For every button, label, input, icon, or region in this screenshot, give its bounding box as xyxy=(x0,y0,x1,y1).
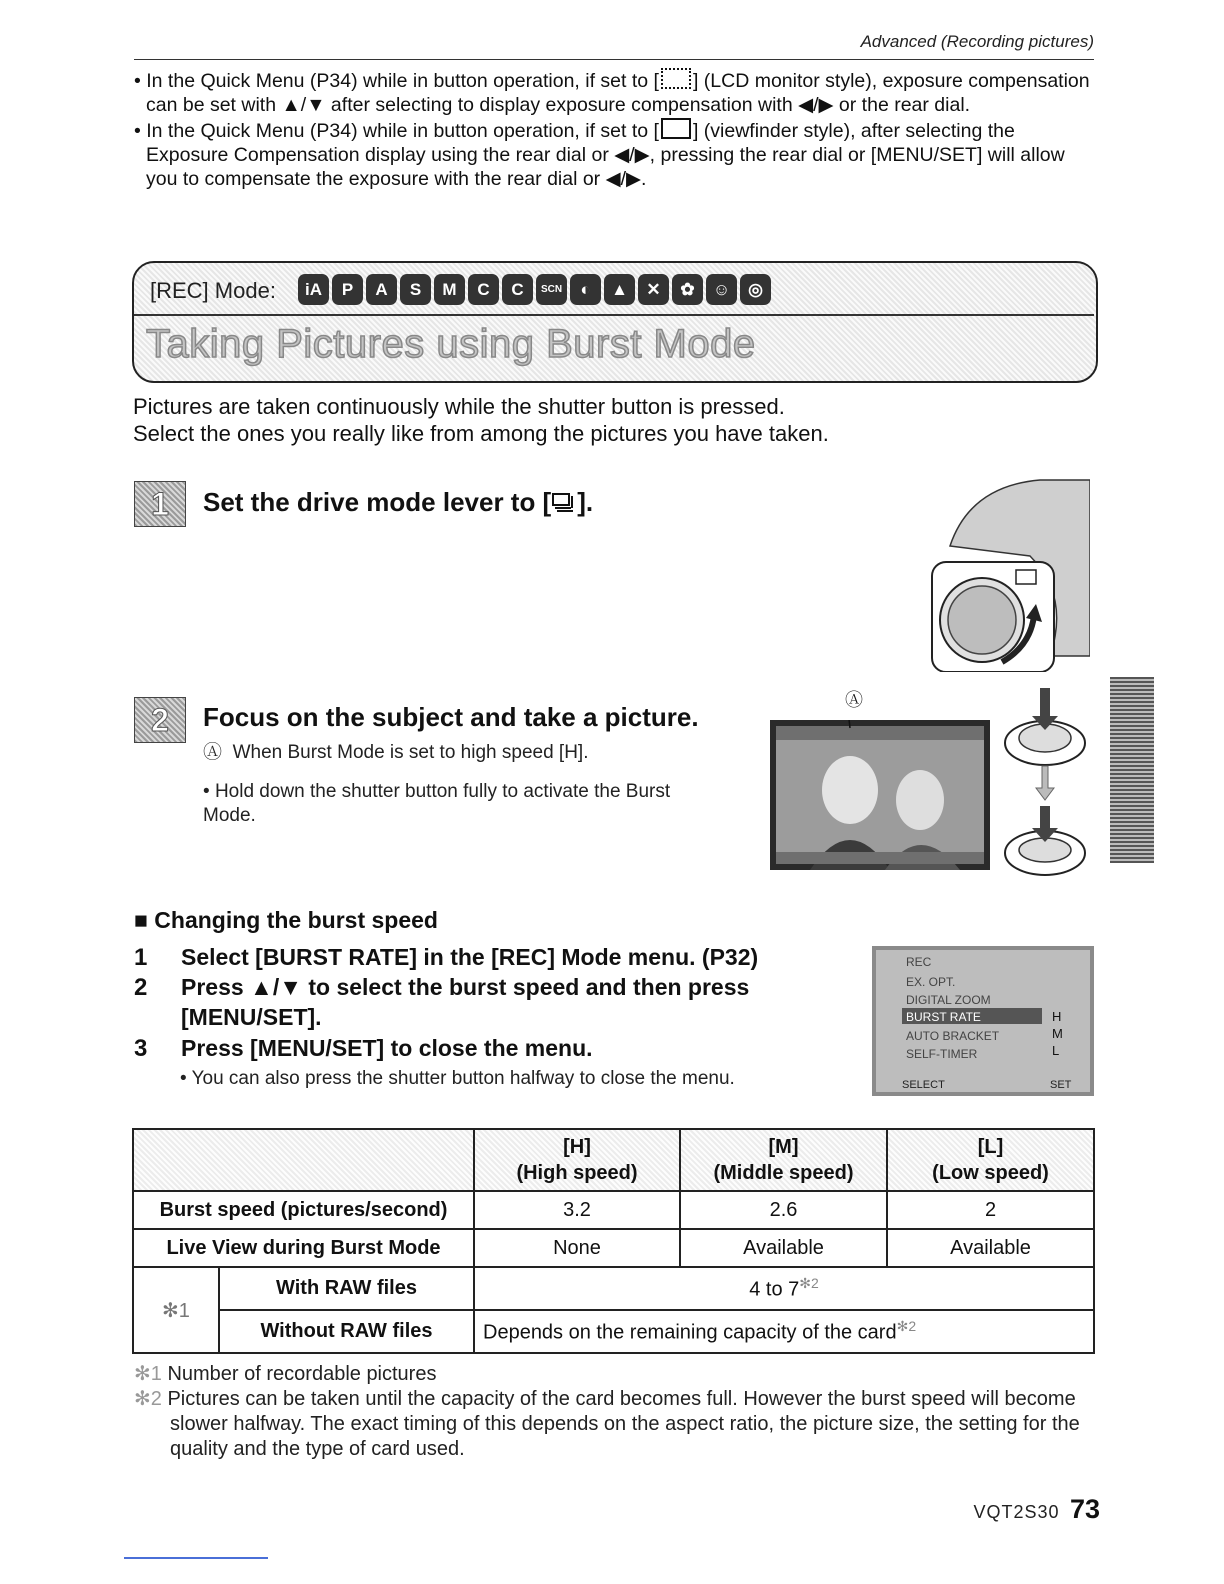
mode-icon: ◐ xyxy=(570,274,601,305)
mode-icon: ☺ xyxy=(706,274,737,305)
mode-icon: ▲ xyxy=(604,274,635,305)
step-2-note: Ⓐ When Burst Mode is set to high speed [H]. xyxy=(203,742,589,763)
mode-icon: iA xyxy=(298,274,329,305)
mode-icon: C xyxy=(468,274,499,305)
side-tab-marker xyxy=(1110,677,1154,863)
menu-item: AUTO BRACKET xyxy=(906,1029,1000,1043)
menu-footer-set: SET xyxy=(1050,1079,1072,1091)
shutter-press-illustration xyxy=(1000,688,1090,880)
intro-bullets xyxy=(134,68,1094,192)
menu-footer-select: SELECT xyxy=(902,1079,945,1091)
step-2-title: Focus on the subject and take a picture. xyxy=(203,702,699,732)
mode-icon: ✕ xyxy=(638,274,669,305)
mode-icon: A xyxy=(366,274,397,305)
menu-item: EX. OPT. xyxy=(906,975,956,989)
bullet-viewfinder-style: • In the Quick Menu (P34) while in button operation, if set to [ ] (viewfinder style), after selecting the Exposure Compensation display using the rear dial or ◀/▶, pressing the rear dial or [MENU/SET] will allow you to compensate the exposure with the rear dial or ◀/▶. xyxy=(134,120,1065,190)
menu-item: REC xyxy=(906,955,932,969)
section-label: Advanced (Recording pictures) xyxy=(860,32,1094,51)
burst-speed-table xyxy=(132,1128,1095,1354)
burst-rate-menu-screenshot xyxy=(872,946,1094,1096)
table-row: ✻1 With RAW files 4 to $7^{✻2}$ xyxy=(133,1267,1094,1310)
burst-step: 2 Press ▲/▼ to select the burst speed and then press xyxy=(134,974,750,1001)
burst-step: [MENU/SET]. xyxy=(181,1004,322,1030)
document-code: VQT2S30 xyxy=(973,1502,1060,1522)
step-2-bullet: • Hold down the shutter button fully to activate the Burst Mode. xyxy=(203,781,671,826)
burst-step: 3 Press [MENU/SET] to close the menu. xyxy=(134,1035,593,1062)
menu-option: H xyxy=(1052,1009,1062,1024)
title-separator xyxy=(134,314,1094,316)
table-corner xyxy=(133,1129,474,1191)
table-row: Burst speed (pictures/second) 3.2 2.6 2 xyxy=(133,1191,1094,1229)
callout-a: Ⓐ xyxy=(845,690,863,710)
menu-option: M xyxy=(1052,1026,1063,1041)
menu-option: L xyxy=(1052,1043,1060,1058)
step-2-badge: 2 xyxy=(134,697,186,743)
bullet-lcd-style: • In the Quick Menu (P34) while in button operation, if set to [ ] (LCD monitor style), exposure compensation can be set with ▲/▼ after selecting to display exposure compensation with ◀/▶ or the rear dial. xyxy=(134,70,1090,116)
burst-speed-heading: ■ Changing the burst speed xyxy=(134,907,438,933)
lcd-monitor-style-icon xyxy=(661,68,691,89)
burst-step: 1 Select [BURST RATE] in the [REC] Mode menu. (P32) xyxy=(134,944,759,971)
col-middle: [M] (Middle speed) xyxy=(680,1129,887,1191)
page-number: 73 xyxy=(1069,1494,1100,1524)
mode-icons xyxy=(298,274,771,305)
menu-item: DIGITAL ZOOM xyxy=(906,993,991,1007)
table-row: Without RAW files Depends on the remaining capacity of the card$^{✻2}$ xyxy=(133,1310,1094,1353)
rec-mode-label: [REC] Mode: xyxy=(150,278,276,303)
intro-text: Pictures are taken continuously while the shutter button is pressed. Select the ones you really like from among the pictures you have taken. xyxy=(133,394,829,446)
mode-icon: C xyxy=(502,274,533,305)
footnote-2: ✻2 Pictures can be taken until the capacity of the card becomes full. However the burst speed will become slower halfway. The exact timing of this depends on the aspect ratio, the picture size, the setting for the quality and the type of card used. xyxy=(134,1388,1080,1460)
footnotes xyxy=(134,1362,1094,1462)
header-rule xyxy=(134,59,1094,60)
footer-link-rule xyxy=(124,1557,268,1559)
burst-note: • You can also press the shutter button halfway to close the menu. xyxy=(180,1068,735,1089)
mode-icon: SCN xyxy=(536,274,567,305)
mode-icon: P xyxy=(332,274,363,305)
col-high: [H] (High speed) xyxy=(474,1129,680,1191)
menu-item: SELF-TIMER xyxy=(906,1047,978,1061)
mode-icon: ✿ xyxy=(672,274,703,305)
burst-photo-preview xyxy=(770,720,990,870)
viewfinder-style-icon xyxy=(661,118,691,139)
mode-icon: M xyxy=(434,274,465,305)
page-footer xyxy=(973,1494,1100,1525)
burst-mode-icon xyxy=(551,492,577,514)
drive-mode-lever-illustration xyxy=(930,476,1090,672)
footnote-1: ✻1 Number of recordable pictures xyxy=(134,1363,437,1385)
mode-icon: ◎ xyxy=(740,274,771,305)
table-row: Live View during Burst Mode None Available Available xyxy=(133,1229,1094,1267)
menu-item-selected: BURST RATE xyxy=(906,1010,981,1024)
step-1-badge: 1 xyxy=(134,481,186,527)
page-title: Taking Pictures using Burst Mode xyxy=(146,322,756,366)
col-low: [L] (Low speed) xyxy=(887,1129,1094,1191)
step-1-title: Set the drive mode lever to [ ]. xyxy=(203,487,594,517)
mode-icon: S xyxy=(400,274,431,305)
